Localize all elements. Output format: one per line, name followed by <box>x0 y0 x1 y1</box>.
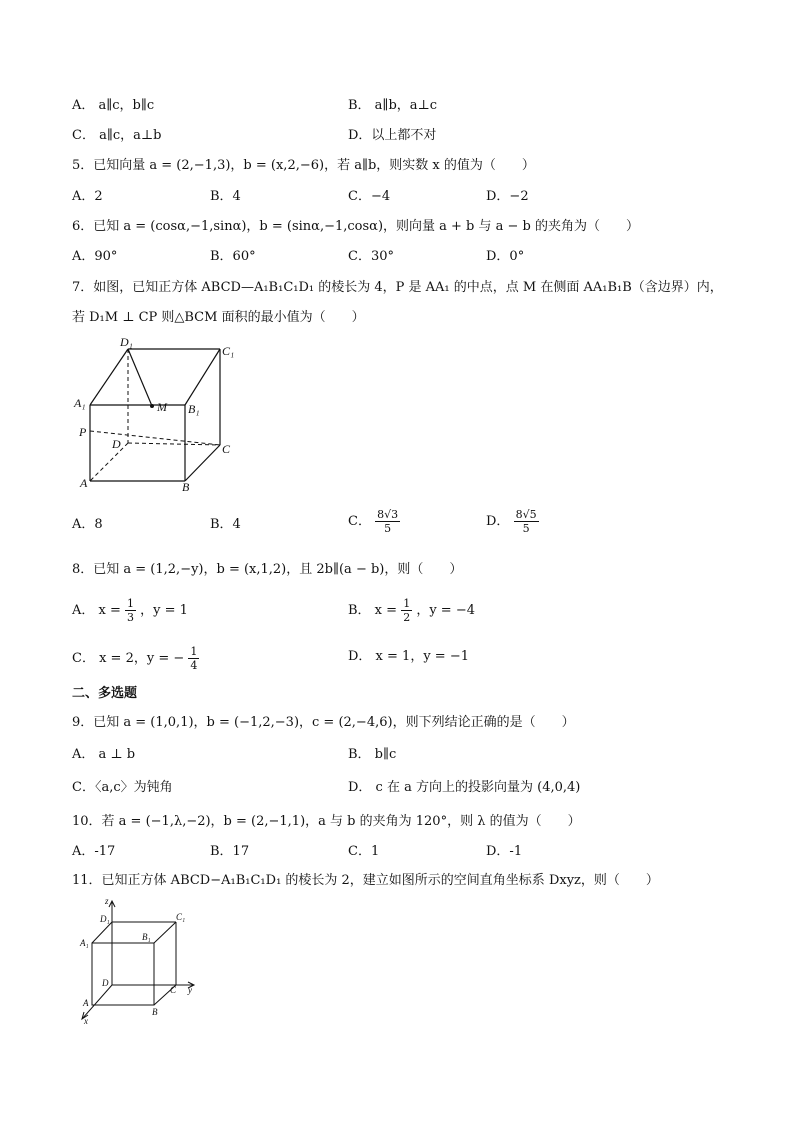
q7-stem-line2: 若 D₁M ⊥ CP 则△BCM 面积的最小值为（ ） <box>72 310 365 325</box>
label-d1: D₁ <box>100 914 110 924</box>
q8-option-a-pre: A． x = <box>72 603 121 618</box>
q6-option-a: A．90° <box>72 249 118 264</box>
q10-option-d: D．-1 <box>486 844 523 859</box>
label-a: A <box>80 476 88 490</box>
label-c: C <box>222 442 231 456</box>
label-d: D <box>112 437 121 451</box>
q7-option-a: A．8 <box>72 517 103 532</box>
q8-option-d: D． x = 1，y = −1 <box>348 649 469 664</box>
q7-option-d <box>486 508 539 535</box>
q5-option-c: C．−4 <box>348 189 391 204</box>
q4-option-c: C． a∥c，a⊥b <box>72 128 162 143</box>
label-c1: C₁ <box>222 344 235 358</box>
q10-option-c: C．1 <box>348 844 380 859</box>
q7-option-d-numerator: 8√5 <box>515 508 537 521</box>
q5-stem: 5．已知向量 a = (2,−1,3)，b = (x,2,−6)，若 a∥b，则实数 x 的值为（ ） <box>72 158 535 173</box>
q8-option-b-numerator: 1 <box>403 597 411 610</box>
q9-stem: 9．已知 a = (1,0,1)，b = (−1,2,−3)，c = (2,−4,6)，则下列结论正确的是（ ） <box>72 715 575 730</box>
q8-option-a-post: ，y = 1 <box>140 603 188 618</box>
q8-option-c <box>72 645 199 672</box>
q8-option-c-numerator: 1 <box>190 645 198 658</box>
label-b: B <box>182 480 190 494</box>
label-c: C <box>170 985 177 995</box>
q7-option-b: B．4 <box>210 517 241 532</box>
label-m: M <box>157 400 167 414</box>
axis-label-z: z <box>105 896 109 906</box>
q7-option-c-numerator: 8√3 <box>377 508 399 521</box>
label-b: B <box>152 1007 158 1017</box>
q11-coordinate-cube-figure <box>72 895 202 1025</box>
q5-option-a: A．2 <box>72 189 103 204</box>
q8-option-b-fraction <box>401 597 412 624</box>
q4-option-a: A． a∥c，b∥c <box>72 98 155 113</box>
q7-option-c <box>348 508 400 535</box>
label-d1: D₁ <box>120 335 133 349</box>
q9-option-b: B． b∥c <box>348 747 397 762</box>
q4-option-d: D．以上都不对 <box>348 128 437 143</box>
label-c1: C₁ <box>176 912 186 922</box>
q7-option-c-fraction <box>375 508 400 535</box>
q8-option-b-post: ，y = −4 <box>416 603 475 618</box>
label-a: A <box>83 998 89 1008</box>
q9-option-a: A． a ⊥ b <box>72 747 136 762</box>
q8-option-a-fraction <box>125 597 136 624</box>
q6-stem: 6．已知 a = (cosα,−1,sinα)，b = (sinα,−1,cosα)，则向量 a + b 与 a − b 的夹角为（ ） <box>72 219 639 234</box>
q9-option-d: D． c 在 a 方向上的投影向量为 (4,0,4) <box>348 780 581 795</box>
q8-option-b-pre: B． x = <box>348 603 398 618</box>
q7-option-d-label: D． <box>486 514 510 529</box>
q9-option-c: C．〈a,c〉为钝角 <box>72 780 173 795</box>
axis-label-x: x <box>84 1016 88 1025</box>
q6-option-c: C．30° <box>348 249 394 264</box>
q10-stem: 10．若 a = (−1,λ,−2)，b = (2,−1,1)，a 与 b 的夹角为 120°，则 λ 的值为（ ） <box>72 814 581 829</box>
q6-option-b: B．60° <box>210 249 256 264</box>
q8-option-c-fraction <box>188 645 199 672</box>
label-a1: A₁ <box>80 938 89 948</box>
axis-label-y: y <box>188 985 192 995</box>
q10-option-a: A．-17 <box>72 844 116 859</box>
q8-option-b-denominator: 2 <box>403 611 411 624</box>
section-heading-multiple-choice: 二、多选题 <box>72 686 138 701</box>
q7-option-d-fraction <box>514 508 539 535</box>
q7-stem-line1: 7．如图，已知正方体 ABCD—A₁B₁C₁D₁ 的棱长为 4，P 是 AA₁ 的中点，点 M 在侧面 AA₁B₁B（含边界）内， <box>72 280 723 295</box>
q8-option-a-numerator: 1 <box>127 597 135 610</box>
q7-option-c-denominator: 5 <box>384 522 392 535</box>
q8-option-c-denominator: 4 <box>190 659 198 672</box>
label-a1: A₁ <box>74 396 86 410</box>
q8-option-b <box>348 597 475 624</box>
label-b1: B₁ <box>188 402 200 416</box>
q5-option-d: D．−2 <box>486 189 529 204</box>
q8-option-c-pre: C． x = 2，y = − <box>72 651 185 666</box>
q7-cube-figure <box>70 335 250 495</box>
q6-option-d: D．0° <box>486 249 525 264</box>
q8-option-a-denominator: 3 <box>127 611 135 624</box>
q5-option-b: B．4 <box>210 189 241 204</box>
label-p: P <box>79 425 87 439</box>
q7-option-d-denominator: 5 <box>522 522 530 535</box>
q11-stem: 11．已知正方体 ABCD−A₁B₁C₁D₁ 的棱长为 2，建立如图所示的空间直角坐标系 Dxyz，则（ ） <box>72 873 659 888</box>
label-d: D <box>102 978 109 988</box>
label-b1: B₁ <box>142 932 151 942</box>
q10-option-b: B．17 <box>210 844 250 859</box>
q4-option-b: B． a∥b，a⊥c <box>348 98 438 113</box>
q7-option-c-label: C． <box>348 514 371 529</box>
q8-option-a <box>72 597 188 624</box>
q8-stem: 8．已知 a = (1,2,−y)，b = (x,1,2)，且 2b∥(a − b)，则（ ） <box>72 562 463 577</box>
